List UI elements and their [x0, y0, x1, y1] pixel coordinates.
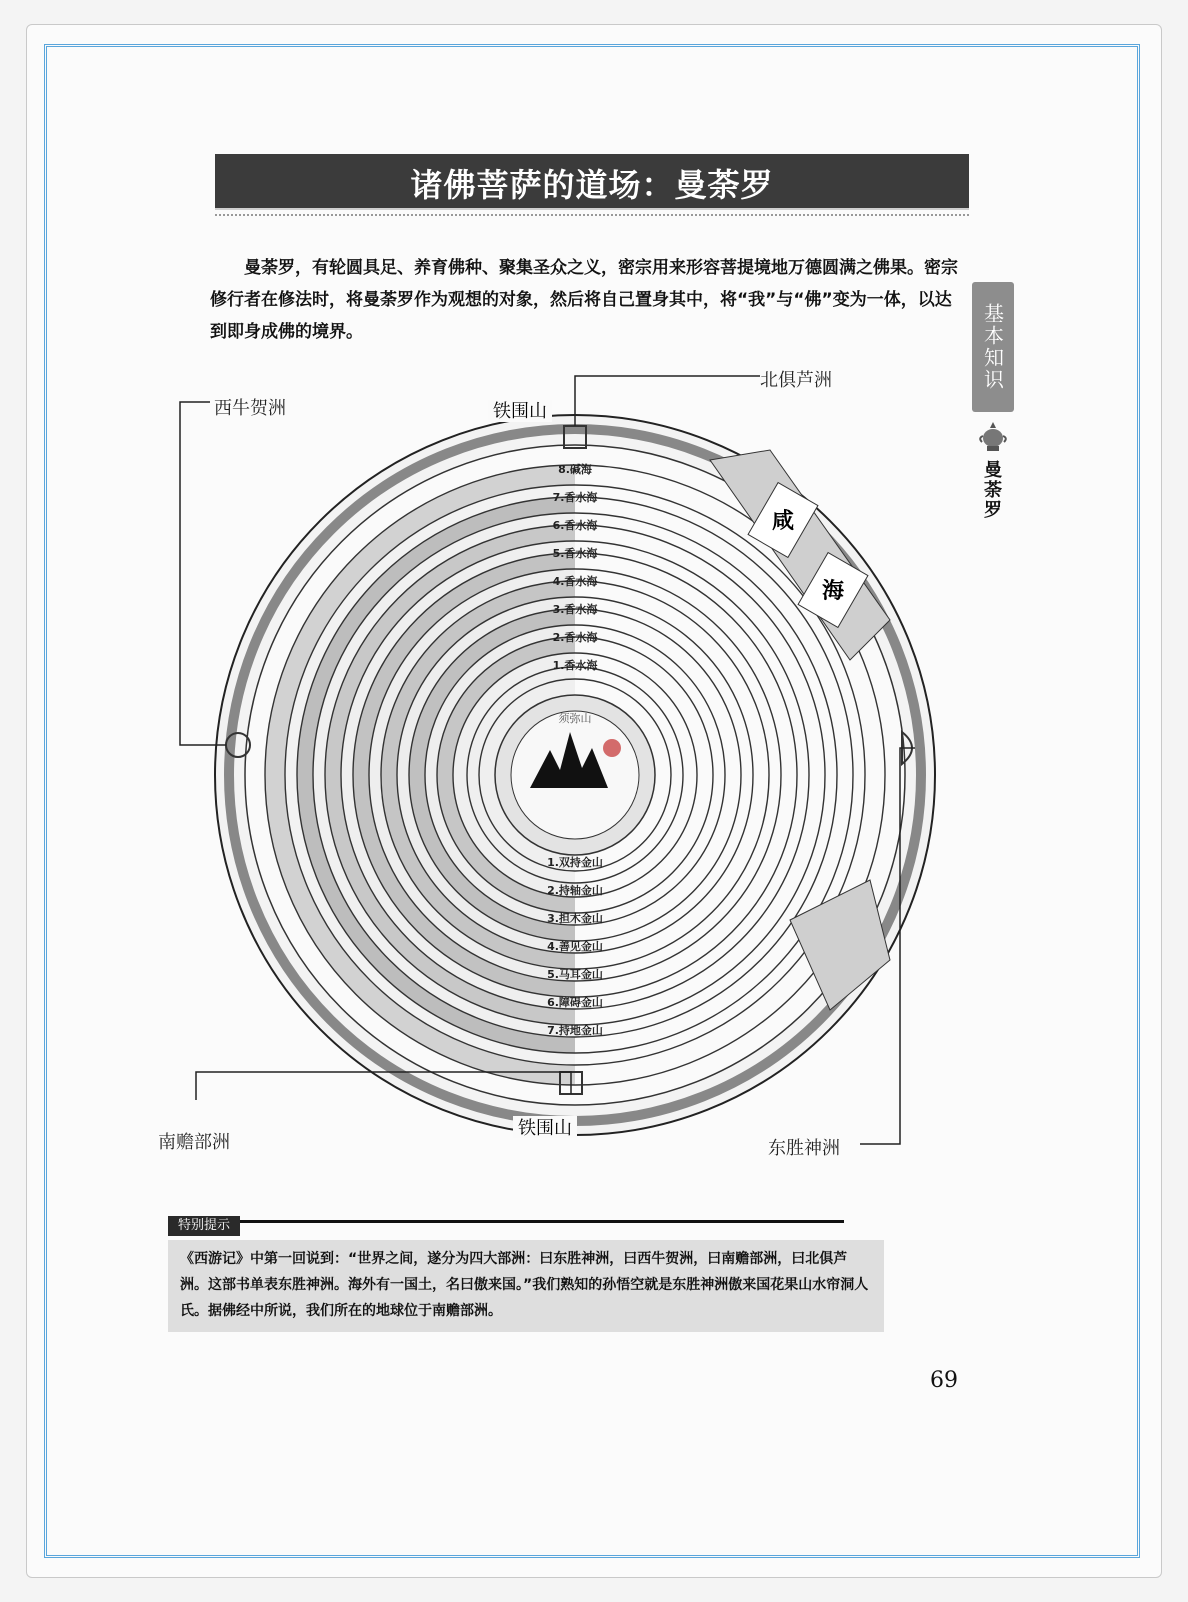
intro-paragraph — [210, 252, 960, 348]
iron-mountain-bottom-label: 铁围山 — [518, 1118, 572, 1139]
mountain-label-5: 5.马耳金山 — [547, 968, 603, 981]
mountain-label-3: 3.担木金山 — [547, 912, 603, 925]
section-tab: 基本知识 — [972, 282, 1014, 412]
south-continent-label: 南赡部洲 — [158, 1132, 230, 1153]
title-divider — [215, 214, 969, 216]
page-number: 69 — [930, 1368, 958, 1393]
sea-label-6: 6.香水海 — [552, 519, 598, 532]
west-continent-label: 西牛贺洲 — [214, 398, 286, 419]
intro-text: 曼荼罗，有轮圆具足、养育佛种、聚集圣众之义，密宗用来形容菩提境地万德圆满之佛果。密宗修行者在修法时，将曼荼罗作为观想的对象，然后将自己置身其中，将“我”与“佛”变为一体，以达到即身成佛的境界。 — [210, 258, 958, 342]
tip-rule — [168, 1220, 844, 1223]
salt-sea-char-1: 咸 — [771, 509, 795, 534]
sea-label-4: 4.香水海 — [552, 575, 598, 588]
mandala-diagram — [150, 360, 1050, 1180]
iron-mountain-top-label: 铁围山 — [493, 401, 547, 422]
sea-label-8: 8.碱海 — [558, 463, 592, 476]
salt-sea-char-2: 海 — [821, 579, 845, 604]
mountain-label-2: 2.持轴金山 — [547, 884, 603, 897]
mountain-label-6: 6.障碍金山 — [547, 996, 603, 1009]
mountain-label-7: 7.持地金山 — [547, 1024, 603, 1037]
sea-label-5: 5.香水海 — [552, 547, 598, 560]
sun-icon — [603, 739, 621, 757]
tip-header — [168, 1216, 844, 1236]
page-title: 诸佛菩萨的道场：曼荼罗 — [410, 166, 774, 204]
mountain-label-1: 1.双持金山 — [547, 856, 603, 869]
sea-label-3: 3.香水海 — [552, 603, 598, 616]
center-label: 须弥山 — [558, 712, 592, 725]
sea-label-2: 2.香水海 — [552, 631, 598, 644]
tip-body — [168, 1240, 884, 1332]
mountain-label-4: 4.善见金山 — [547, 940, 603, 953]
tip-heading: 特别提示 — [168, 1216, 240, 1236]
sea-label-7: 7.香水海 — [552, 491, 598, 504]
north-continent-label: 北俱芦洲 — [760, 370, 832, 391]
tip-text: 《西游记》中第一回说到：“世界之间，遂分为四大部洲：曰东胜神洲，曰西牛贺洲，曰南赡部洲，曰北俱芦洲。这部书单表东胜神洲。海外有一国土，名曰傲来国。”我们熟知的孙悟空就是东胜神洲傲来国花果山水帘洞人氏。据佛经中所说，我们所在的地球位于南赡部洲。 — [180, 1251, 869, 1319]
sea-label-1: 1.香水海 — [552, 659, 598, 672]
title-bar — [215, 154, 969, 210]
east-continent-label: 东胜神洲 — [768, 1138, 840, 1159]
section-label: 曼荼罗 — [981, 460, 1002, 520]
